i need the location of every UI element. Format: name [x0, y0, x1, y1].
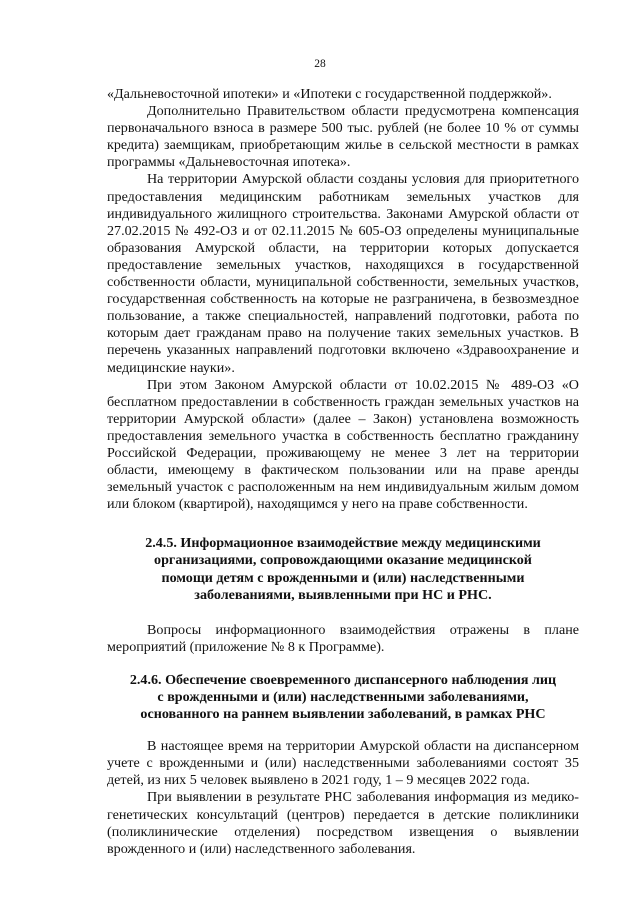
- spacer: [107, 723, 579, 738]
- spacer: [107, 513, 579, 535]
- section-heading-2-4-5: 2.4.5. Информационное взаимодействие между медицинскими организациями, сопровождающими оказание медицинской помощи детям с врожденными и (или) наследственными заболеваниями, выявленными при НС и РНС.: [145, 535, 541, 603]
- paragraph-information-exchange: Вопросы информационного взаимодействия отражены в плане мероприятий (приложение № 8 к Программе).: [107, 621, 579, 655]
- paragraph-compensation: Дополнительно Правительством области предусмотрена компенсация первоначального взноса в размере 500 тыс. рублей (не более 10 % от суммы кредита) заемщикам, приобретающим жилье в сельской местности в рамках программы «Дальневосточная ипотека».: [107, 103, 579, 171]
- section-heading-2-4-6: 2.4.6. Обеспечение своевременного диспансерного наблюдения лиц с врожденными и (или) наследственными заболеваниями, основанного на раннем выявлении заболеваний, в рамках РНС: [129, 671, 557, 723]
- document-body: [107, 86, 579, 858]
- page-number: 28: [314, 58, 326, 70]
- paragraph-land-plots: На территории Амурской области созданы условия для приоритетного предоставления медицинским работникам земельных участков для индивидуального жилищного строительства. Законами Амурской области от 27.02.2015 № 492-ОЗ и от 02.11.2015 № 605-ОЗ определены муниципальные образования Амурской области, на территории которых допускается предоставление земельных участков, находящихся в государственной собственности области, муниципальной собственности, земельных участков, государственная собственность на которые не разграничена, в безвозмездное пользование, а также специальностей, направлений подготовки, работа по которым дает гражданам право на получение таких земельных участков. В перечень указанных направлений подготовки включено «Здравоохранение и медицинские науки».: [107, 171, 579, 376]
- paragraph-dispensary-count: В настоящее время на территории Амурской области на диспансерном учете с врожденными и (или) наследственными заболеваниями состоят 35 детей, из них 5 человек выявлено в 2021 году, 1 – 9 месяцев 2022 года.: [107, 738, 579, 789]
- paragraph-continuation: «Дальневосточной ипотеки» и «Ипотеки с государственной поддержкой».: [107, 86, 552, 102]
- paragraph-notification: При выявлении в результате РНС заболевания информация из медико-генетических консультаций (центров) передается в детские поликлиники (поликлинические отделения) посредством извещения о выявлении врожденного и (или) наследственного заболевания.: [107, 789, 579, 857]
- spacer: [107, 656, 579, 672]
- spacer: [107, 604, 579, 622]
- paragraph-law-489: При этом Законом Амурской области от 10.02.2015 № 489-ОЗ «О бесплатном предоставлении в собственность граждан земельных участков на территории Амурской области» (далее – Закон) установлена возможность предоставления земельного участка в собственность бесплатно гражданину Российской Федерации, проживающему не менее 3 лет на территории области, имеющему в фактическом пользовании или на праве аренды земельный участок с расположенным на нем индивидуальным жилым домом или блоком (квартирой), находящимся у него на праве собственности.: [107, 376, 579, 513]
